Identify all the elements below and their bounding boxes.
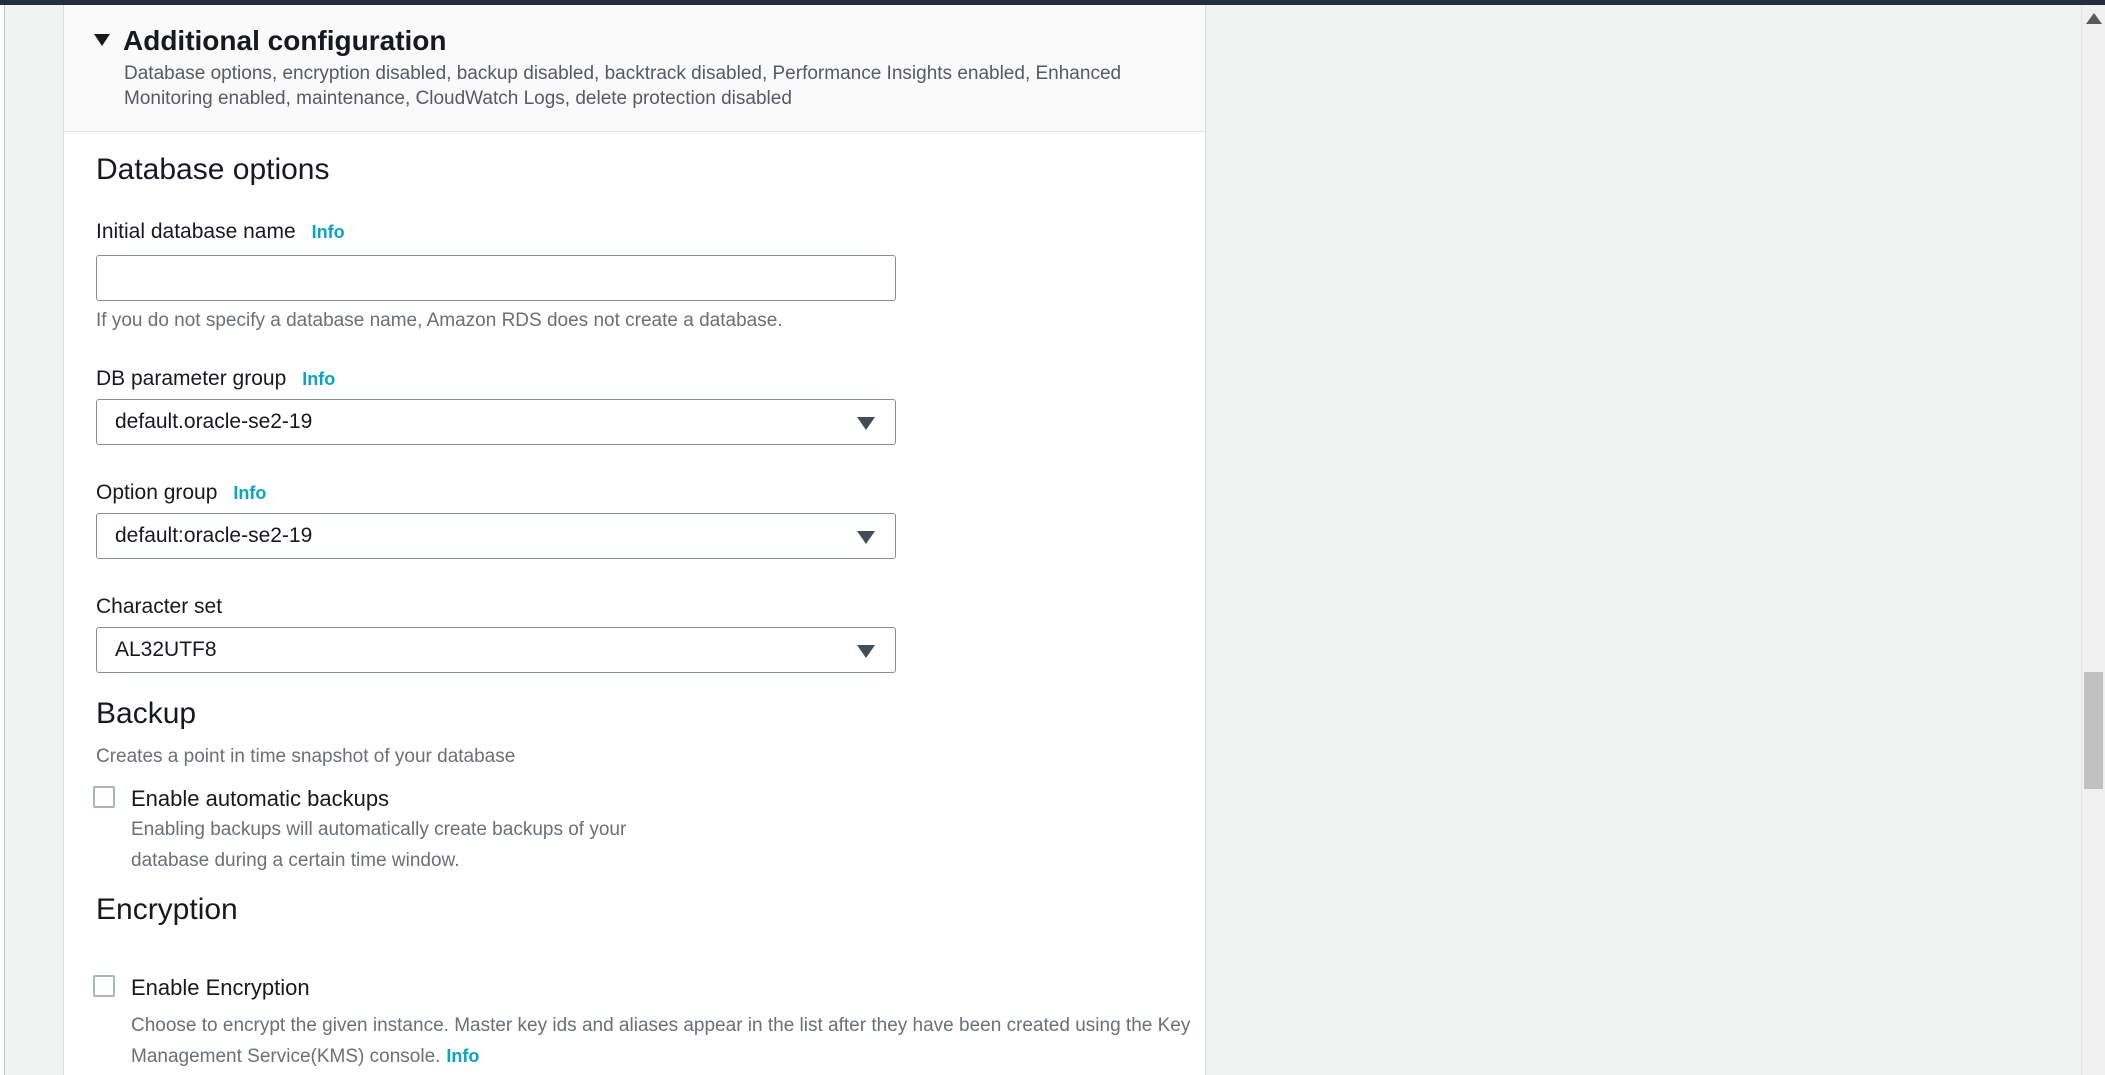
- database-options-heading: Database options: [96, 153, 330, 186]
- option-group-select[interactable]: [96, 513, 896, 559]
- enable-encryption-checkbox[interactable]: [93, 975, 115, 997]
- character-set-label: Character set: [96, 595, 223, 618]
- additional-configuration-expander[interactable]: [64, 5, 1205, 132]
- chevron-down-icon: [857, 417, 875, 430]
- vertical-scrollbar[interactable]: [2081, 5, 2105, 1075]
- scrollbar-up-arrow-icon[interactable]: [2086, 13, 2102, 24]
- enable-encryption-label[interactable]: Enable Encryption: [131, 975, 310, 1000]
- initial-database-name-label: Initial database name: [96, 220, 296, 243]
- panel-description-line2: Monitoring enabled, maintenance, CloudWatch Logs, delete protection disabled: [124, 88, 792, 109]
- enable-automatic-backups-helper: [131, 814, 626, 876]
- character-set-label-row: [96, 595, 222, 619]
- backup-heading: Backup: [96, 697, 197, 730]
- option-group-info-link[interactable]: Info: [233, 483, 267, 503]
- option-group-label-row: [96, 481, 266, 505]
- left-edge-divider: [0, 5, 5, 1075]
- db-parameter-group-selected-value: default.oracle-se2-19: [115, 410, 313, 433]
- encryption-helper-line2: [131, 1041, 1190, 1072]
- panel-title: Additional configuration: [123, 25, 447, 56]
- backup-helper-line2: database during a certain time window.: [131, 850, 460, 871]
- initial-database-name-helper: If you do not specify a database name, Amazon RDS does not create a database.: [96, 310, 783, 331]
- enable-automatic-backups-label[interactable]: Enable automatic backups: [131, 786, 390, 811]
- encryption-info-link[interactable]: Info: [446, 1046, 480, 1066]
- db-parameter-group-info-link[interactable]: Info: [302, 369, 336, 389]
- collapse-caret-icon[interactable]: [94, 34, 110, 46]
- enable-automatic-backups-checkbox[interactable]: [93, 786, 115, 808]
- db-parameter-group-label-row: [96, 367, 335, 391]
- additional-configuration-panel: [63, 5, 1206, 1075]
- db-parameter-group-select[interactable]: [96, 399, 896, 445]
- character-set-select[interactable]: [96, 627, 896, 673]
- encryption-helper-line1: Choose to encrypt the given instance. Master key ids and aliases appear in the list after they have been created using the Key: [131, 1015, 1191, 1036]
- enable-encryption-helper: [131, 1010, 1190, 1072]
- backup-helper-line1: Enabling backups will automatically create backups of your: [131, 819, 627, 840]
- panel-description: [124, 61, 1121, 111]
- character-set-selected-value: AL32UTF8: [115, 638, 217, 661]
- option-group-label: Option group: [96, 481, 218, 504]
- encryption-heading: Encryption: [96, 893, 238, 926]
- initial-database-name-info-link[interactable]: Info: [311, 222, 345, 242]
- encryption-helper-line2-text: Management Service(KMS) console.: [131, 1046, 441, 1067]
- initial-database-name-label-row: [96, 220, 345, 244]
- initial-database-name-input[interactable]: [96, 255, 896, 301]
- panel-description-line1: Database options, encryption disabled, backup disabled, backtrack disabled, Performance Insights enabled, Enhanced: [124, 63, 1122, 84]
- db-parameter-group-label: DB parameter group: [96, 367, 287, 390]
- chevron-down-icon: [857, 531, 875, 544]
- scrollbar-thumb[interactable]: [2084, 672, 2103, 789]
- chevron-down-icon: [857, 645, 875, 658]
- option-group-selected-value: default:oracle-se2-19: [115, 524, 313, 547]
- backup-subtitle: Creates a point in time snapshot of your database: [96, 746, 516, 767]
